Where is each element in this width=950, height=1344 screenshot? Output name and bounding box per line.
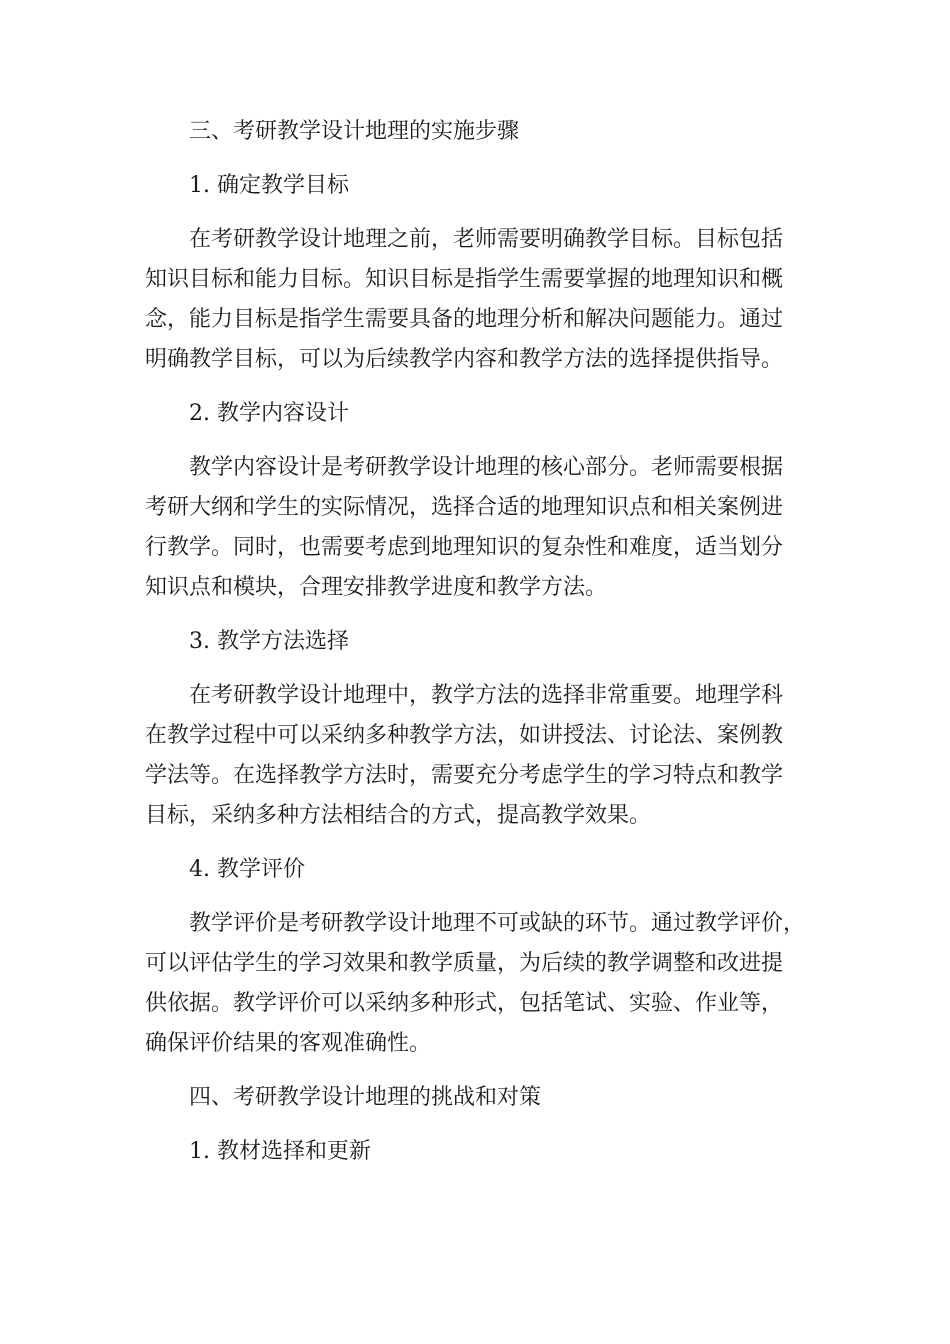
list-item-heading: 2. 教学内容设计 — [189, 401, 349, 426]
paragraph-line: 教学评价是考研教学设计地理不可或缺的环节。通过教学评价， — [189, 911, 806, 936]
paragraph-line: 供依据。教学评价可以采纳多种形式，包括笔试、实验、作业等， — [145, 991, 784, 1016]
list-item-heading: 1. 教材选择和更新 — [189, 1139, 371, 1164]
list-item-heading: 1. 确定教学目标 — [189, 173, 349, 198]
paragraph — [145, 904, 815, 1064]
paragraph-line: 在考研教学设计地理中，教学方法的选择非常重要。地理学科 — [189, 683, 784, 708]
paragraph-line: 学法等。在选择教学方法时，需要充分考虑学生的学习特点和教学 — [145, 763, 784, 788]
paragraph-line: 目标，采纳多种方法相结合的方式，提高教学效果。 — [145, 803, 652, 828]
paragraph-line: 在考研教学设计地理之前，老师需要明确教学目标。目标包括 — [189, 227, 784, 252]
section-heading: 四、考研教学设计地理的挑战和对策 — [189, 1085, 542, 1110]
list-item-heading: 4. 教学评价 — [189, 857, 305, 882]
paragraph-line: 教学内容设计是考研教学设计地理的核心部分。老师需要根据 — [189, 455, 784, 480]
paragraph-line: 在教学过程中可以采纳多种教学方法，如讲授法、讨论法、案例教 — [145, 723, 784, 748]
paragraph — [145, 220, 815, 380]
paragraph-line: 考研大纲和学生的实际情况，选择合适的地理知识点和相关案例进 — [145, 495, 784, 520]
paragraph-line: 确保评价结果的客观准确性。 — [145, 1031, 432, 1056]
list-item-heading: 3. 教学方法选择 — [189, 629, 349, 654]
paragraph — [145, 448, 815, 608]
paragraph-line: 念，能力目标是指学生需要具备的地理分析和解决问题能力。通过 — [145, 307, 784, 332]
paragraph — [145, 676, 815, 836]
paragraph-line: 可以评估学生的学习效果和教学质量，为后续的教学调整和改进提 — [145, 951, 784, 976]
document-body — [145, 112, 815, 1186]
paragraph-line: 行教学。同时，也需要考虑到地理知识的复杂性和难度，适当划分 — [145, 535, 784, 560]
paragraph-line: 知识目标和能力目标。知识目标是指学生需要掌握的地理知识和概 — [145, 267, 784, 292]
section-heading: 三、考研教学设计地理的实施步骤 — [189, 119, 520, 144]
paragraph-line: 明确教学目标，可以为后续教学内容和教学方法的选择提供指导。 — [145, 347, 784, 372]
paragraph-line: 知识点和模块，合理安排教学进度和教学方法。 — [145, 575, 608, 600]
